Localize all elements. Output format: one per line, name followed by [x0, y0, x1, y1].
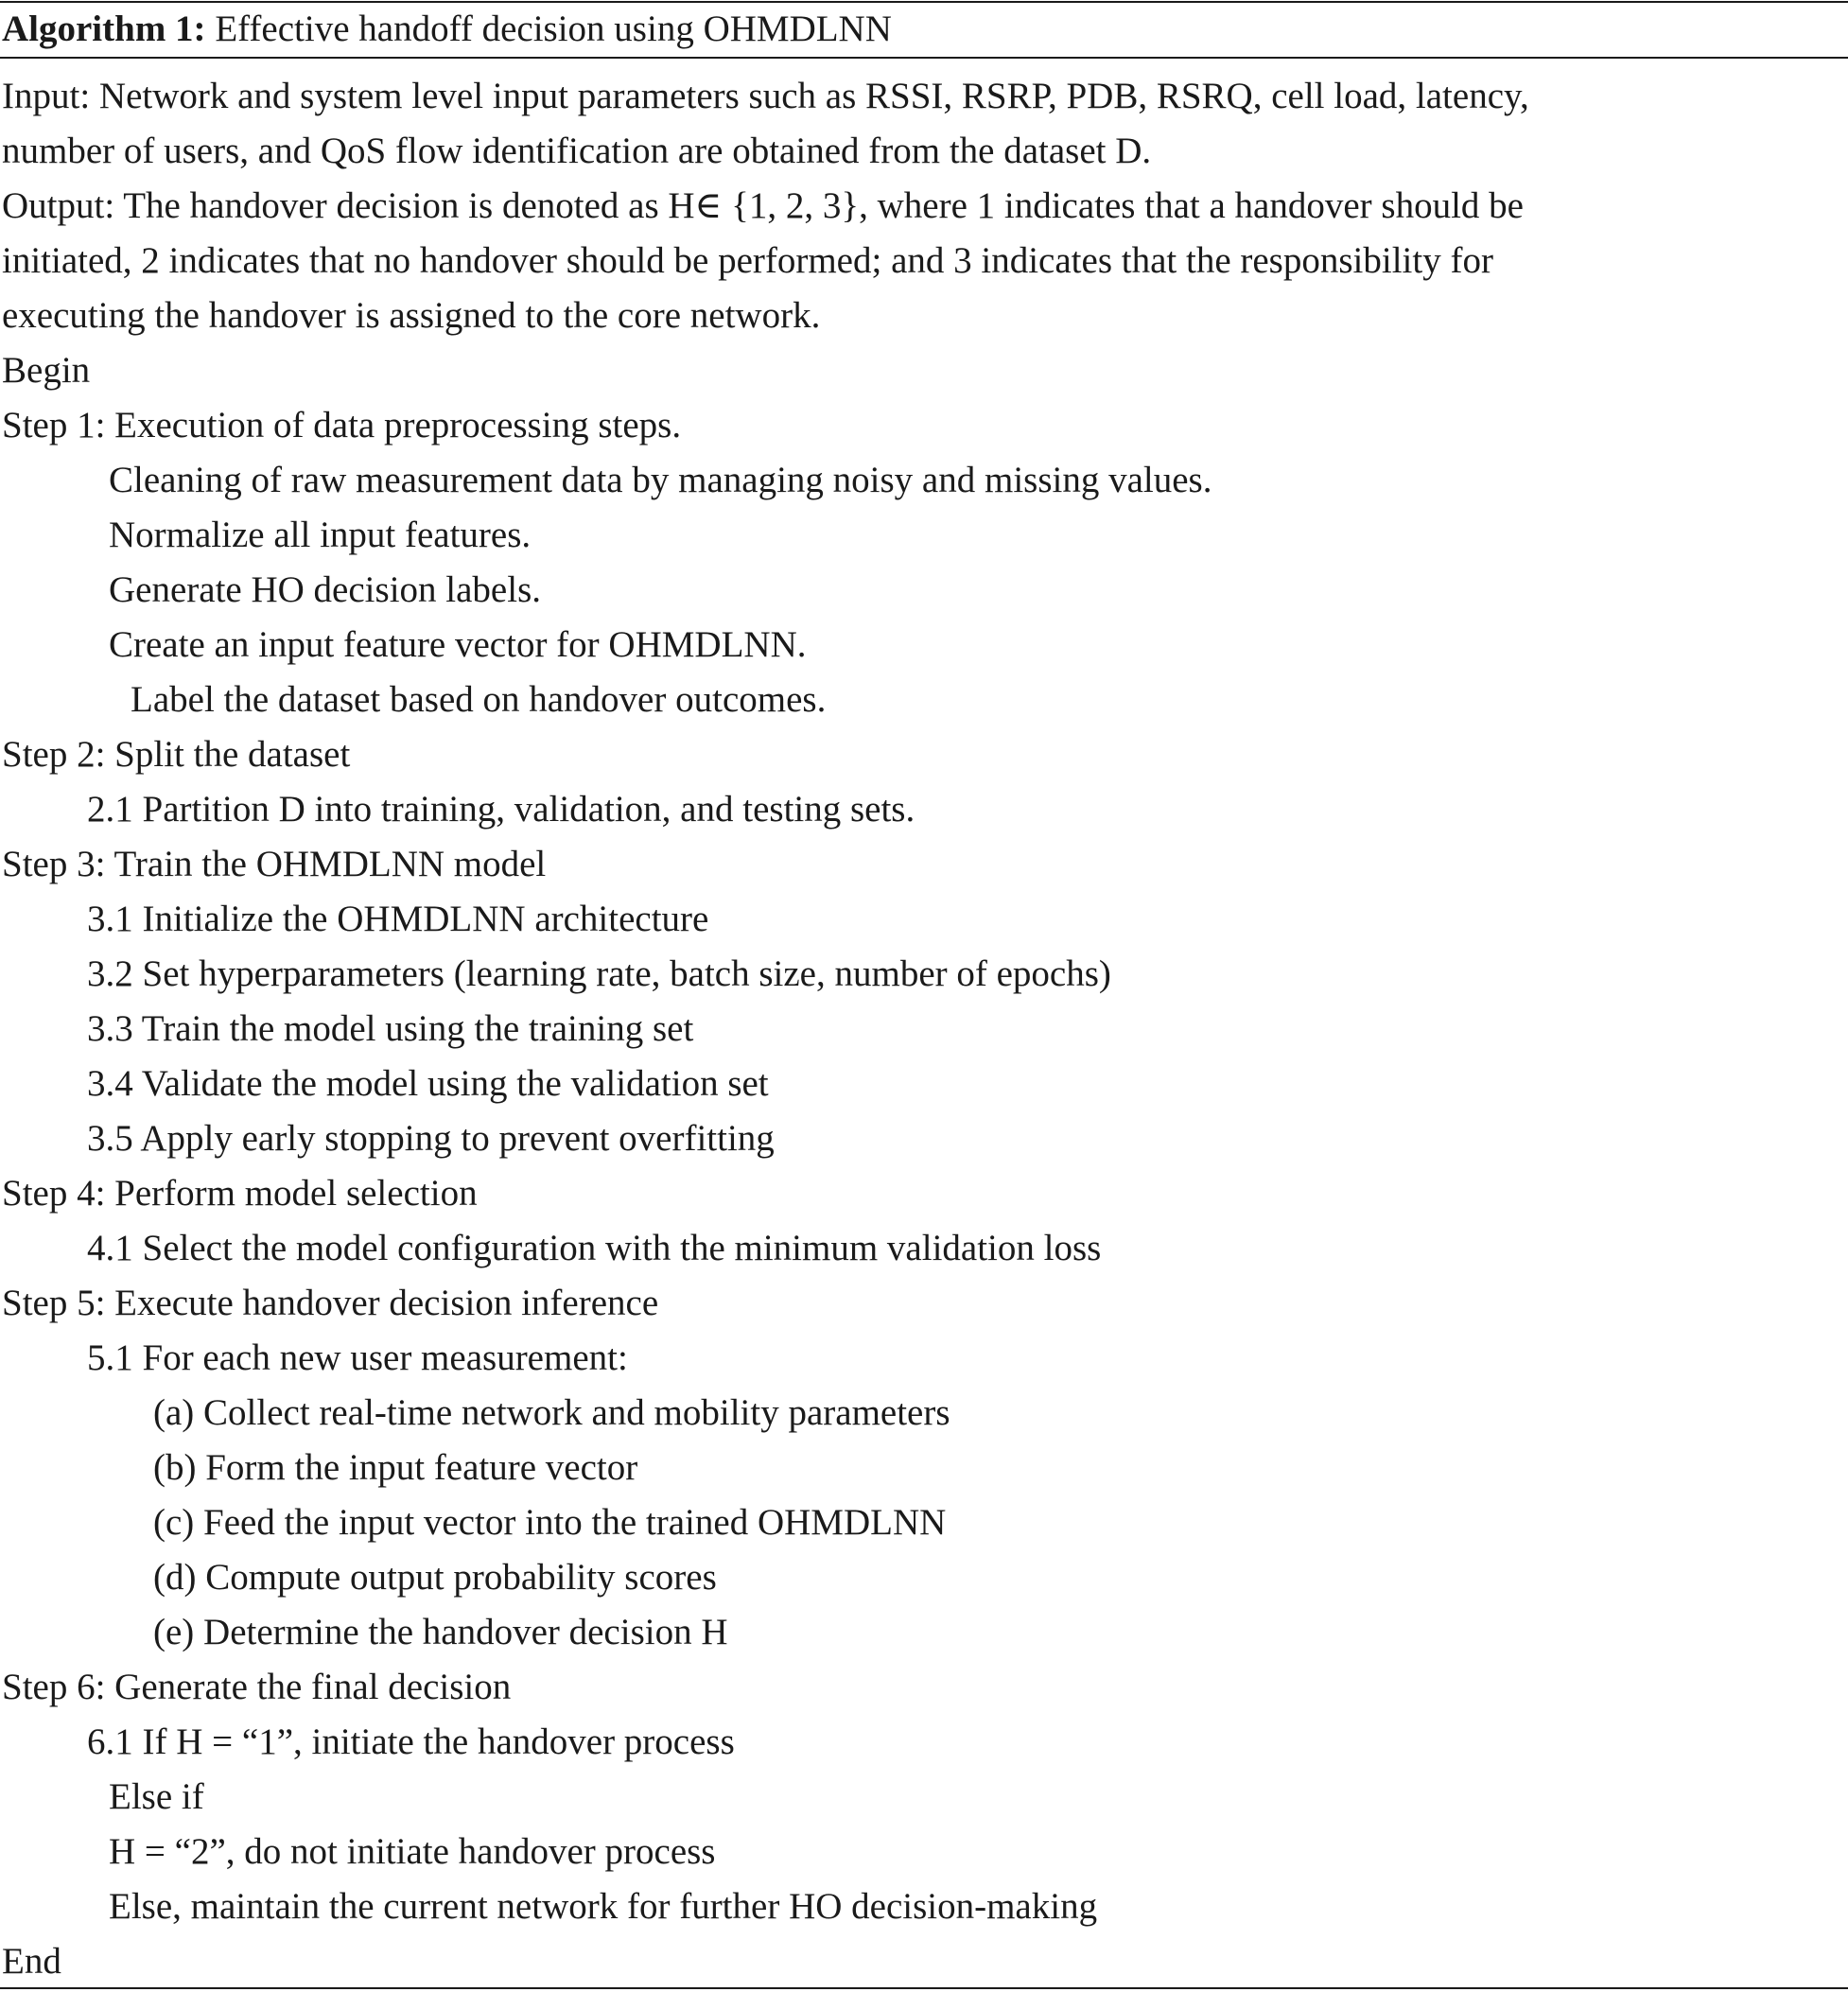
end-keyword: End	[2, 1941, 61, 1982]
step1-item: Cleaning of raw measurement data by managing noisy and missing values.	[109, 460, 1212, 500]
step5-item: (a) Collect real-time network and mobility parameters	[153, 1392, 950, 1433]
step5-item: (b) Form the input feature vector	[153, 1447, 638, 1488]
step5-item: (e) Determine the handover decision H	[153, 1612, 728, 1652]
step5-item: (d) Compute output probability scores	[153, 1557, 717, 1598]
step3-item: 3.5 Apply early stopping to prevent overfitting	[87, 1118, 775, 1159]
output-line-3: executing the handover is assigned to the core network.	[2, 295, 821, 336]
algorithm-title	[2, 2, 892, 57]
step2-item: 2.1 Partition D into training, validation, and testing sets.	[87, 789, 915, 830]
step6-title: Step 6: Generate the final decision	[2, 1667, 512, 1707]
step3-item: 3.1 Initialize the OHMDLNN architecture	[87, 899, 709, 939]
input-line-2: number of users, and QoS flow identification are obtained from the dataset D.	[2, 131, 1152, 171]
bottom-rule	[0, 1987, 1848, 1989]
step4-item: 4.1 Select the model configuration with the minimum validation loss	[87, 1228, 1102, 1268]
step5-item: (c) Feed the input vector into the trained OHMDLNN	[153, 1502, 947, 1543]
step3-item: 3.4 Validate the model using the validation set	[87, 1063, 769, 1104]
title-rule	[0, 57, 1848, 59]
step5-lead: 5.1 For each new user measurement:	[87, 1337, 628, 1378]
begin-keyword: Begin	[2, 350, 91, 391]
step4-title: Step 4: Perform model selection	[2, 1173, 478, 1214]
step6-item: Else if	[109, 1776, 204, 1817]
algorithm-title-text: Effective handoff decision using OHMDLNN	[205, 9, 892, 49]
output-line-2: initiated, 2 indicates that no handover should be performed; and 3 indicates that the responsibility for	[2, 240, 1493, 281]
step3-title: Step 3: Train the OHMDLNN model	[2, 844, 547, 884]
step6-lead: 6.1 If H = “1”, initiate the handover process	[87, 1721, 735, 1762]
step1-title: Step 1: Execution of data preprocessing steps.	[2, 405, 682, 446]
algorithm-label: Algorithm 1:	[2, 9, 206, 49]
algorithm-body	[0, 69, 1848, 1989]
step2-title: Step 2: Split the dataset	[2, 734, 351, 775]
step5-title: Step 5: Execute handover decision inference	[2, 1283, 659, 1323]
step3-item: 3.3 Train the model using the training set	[87, 1008, 694, 1049]
step3-item: 3.2 Set hyperparameters (learning rate, batch size, number of epochs)	[87, 953, 1111, 994]
input-line-1: Input: Network and system level input parameters such as RSSI, RSRP, PDB, RSRQ, cell load, latency,	[2, 76, 1529, 116]
step1-item: Label the dataset based on handover outcomes.	[131, 679, 827, 720]
step1-item: Create an input feature vector for OHMDLNN.	[109, 624, 807, 665]
step1-item: Generate HO decision labels.	[109, 569, 541, 610]
step6-item: H = “2”, do not initiate handover process	[109, 1831, 716, 1872]
step1-item: Normalize all input features.	[109, 515, 532, 555]
output-line-1: Output: The handover decision is denoted as H∈ {1, 2, 3}, where 1 indicates that a handover should be	[2, 185, 1524, 226]
step6-item: Else, maintain the current network for further HO decision-making	[109, 1886, 1098, 1927]
